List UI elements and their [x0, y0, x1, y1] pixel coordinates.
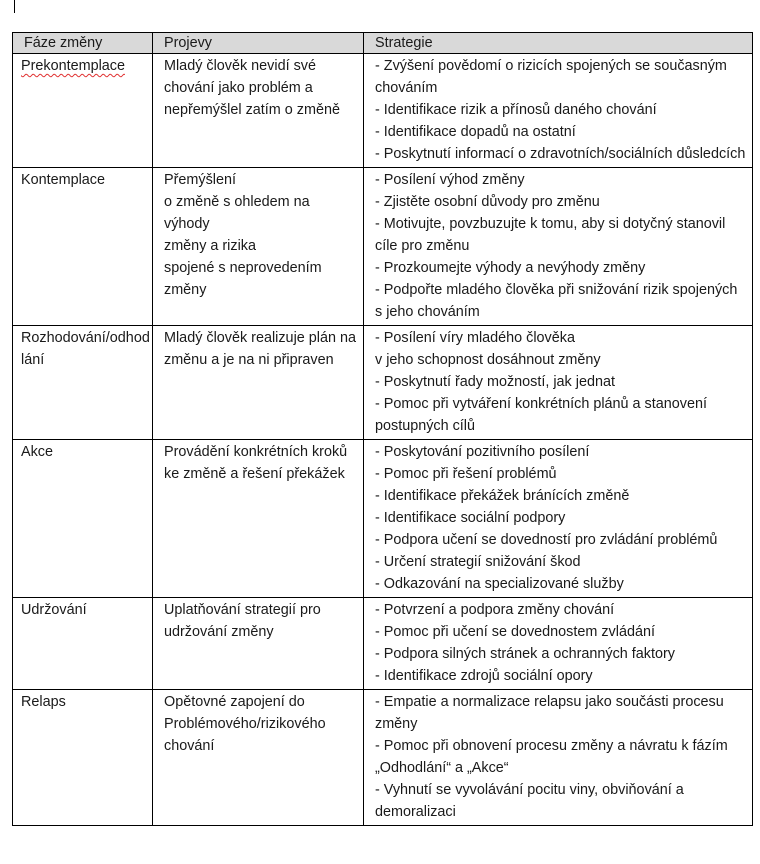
- strategy-item: - Poskytnutí řady možností, jak jednat: [375, 374, 615, 390]
- strategy-item: - Pomoc při řešení problémů: [375, 466, 557, 482]
- symptoms-cell: Provádění konkrétních kroků ke změně a řešení překážek: [153, 440, 364, 598]
- strategy-item: - Poskytování pozitivního posílení: [375, 444, 590, 460]
- strategy-item: - Podpora silných stránek a ochranných faktory: [375, 646, 675, 662]
- strategy-list: [375, 55, 747, 165]
- symptoms-cell: Mladý člověk nevidí své chování jako problém a nepřemýšlel zatím o změně: [153, 54, 364, 168]
- strategy-list: [375, 599, 747, 687]
- symptoms-cell: Uplatňování strategií pro udržování změny: [153, 598, 364, 690]
- header-phase: Fáze změny: [13, 33, 153, 54]
- strategy-item: - Odkazování na specializované služby: [375, 576, 624, 592]
- header-strategies: Strategie: [364, 33, 753, 54]
- strategy-list: [375, 691, 747, 823]
- strategy-item: - Motivujte, povzbuzujte k tomu, aby si dotyčný stanovil cíle pro změnu: [375, 216, 726, 254]
- table-row: [13, 326, 753, 440]
- strategy-item: - Určení strategií snižování škod: [375, 554, 581, 570]
- table-row: [13, 598, 753, 690]
- phase-label: Kontemplace: [21, 172, 105, 188]
- strategy-item: - Identifikace zdrojů sociální opory: [375, 668, 593, 684]
- table-row: [13, 440, 753, 598]
- strategy-item: - Zvýšení povědomí o rizicích spojených se současným chováním: [375, 58, 727, 96]
- strategies-cell: [364, 690, 753, 826]
- strategy-item: - Identifikace rizik a přínosů daného chování: [375, 102, 657, 118]
- strategy-item: - Podpořte mladého člověka při snižování rizik spojených s jeho chováním: [375, 282, 738, 320]
- strategies-cell: [364, 326, 753, 440]
- strategy-list: [375, 441, 747, 595]
- strategy-item: - Identifikace dopadů na ostatní: [375, 124, 576, 140]
- strategy-item: - Pomoc při obnovení procesu změny a návratu k fázím „Odhodlání“ a „Akce“: [375, 738, 728, 776]
- phase-cell: [13, 168, 153, 326]
- strategy-item: - Posílení výhod změny: [375, 172, 525, 188]
- phase-label: Udržování: [21, 602, 87, 618]
- strategies-cell: [364, 440, 753, 598]
- phase-cell: [13, 326, 153, 440]
- strategy-item: - Empatie a normalizace relapsu jako součásti procesu změny: [375, 694, 724, 732]
- phase-cell: [13, 440, 153, 598]
- strategies-cell: [364, 598, 753, 690]
- strategy-item: - Vyhnutí se vyvolávání pocitu viny, obviňování a demoralizaci: [375, 782, 684, 820]
- strategy-item: - Pomoc při vytváření konkrétních plánů a stanovení postupných cílů: [375, 396, 707, 434]
- strategy-item: - Zjistěte osobní důvody pro změnu: [375, 194, 600, 210]
- strategies-cell: [364, 54, 753, 168]
- symptoms-cell: Mladý člověk realizuje plán na změnu a je na ni připraven: [153, 326, 364, 440]
- strategy-item: - Potvrzení a podpora změny chování: [375, 602, 615, 618]
- table-row: [13, 168, 753, 326]
- phase-label: Rozhodování/odhodlání: [21, 330, 150, 368]
- phase-label: Relaps: [21, 694, 66, 710]
- table-row: [13, 690, 753, 826]
- strategy-item: - Pomoc při učení se dovednostem zvládání: [375, 624, 655, 640]
- change-stages-table: [12, 32, 753, 826]
- text-cursor: [14, 0, 15, 13]
- strategy-list: [375, 327, 747, 437]
- strategy-item: - Prozkoumejte výhody a nevýhody změny: [375, 260, 646, 276]
- phase-cell: [13, 54, 153, 168]
- phase-label: Prekontemplace: [21, 58, 125, 74]
- strategy-item: - Identifikace překážek bránících změně: [375, 488, 630, 504]
- strategy-item: - Poskytnutí informací o zdravotních/sociálních důsledcích: [375, 146, 746, 162]
- table-header-row: [13, 33, 753, 54]
- header-symptoms: Projevy: [153, 33, 364, 54]
- symptoms-cell: Opětovné zapojení do Problémového/rizikového chování: [153, 690, 364, 826]
- phase-cell: [13, 690, 153, 826]
- strategy-list: [375, 169, 747, 323]
- phase-cell: [13, 598, 153, 690]
- strategy-item: - Podpora učení se dovedností pro zvládání problémů: [375, 532, 718, 548]
- symptoms-cell: [153, 168, 364, 326]
- strategy-item: - Posílení víry mladého člověka v jeho schopnost dosáhnout změny: [375, 330, 601, 368]
- strategy-item: - Identifikace sociální podpory: [375, 510, 566, 526]
- symptoms-text: Přemýšlení o změně s ohledem na výhody změny a rizika spojené s neprovedením změny: [164, 172, 322, 298]
- table-row: [13, 54, 753, 168]
- strategies-cell: [364, 168, 753, 326]
- phase-label: Akce: [21, 444, 53, 460]
